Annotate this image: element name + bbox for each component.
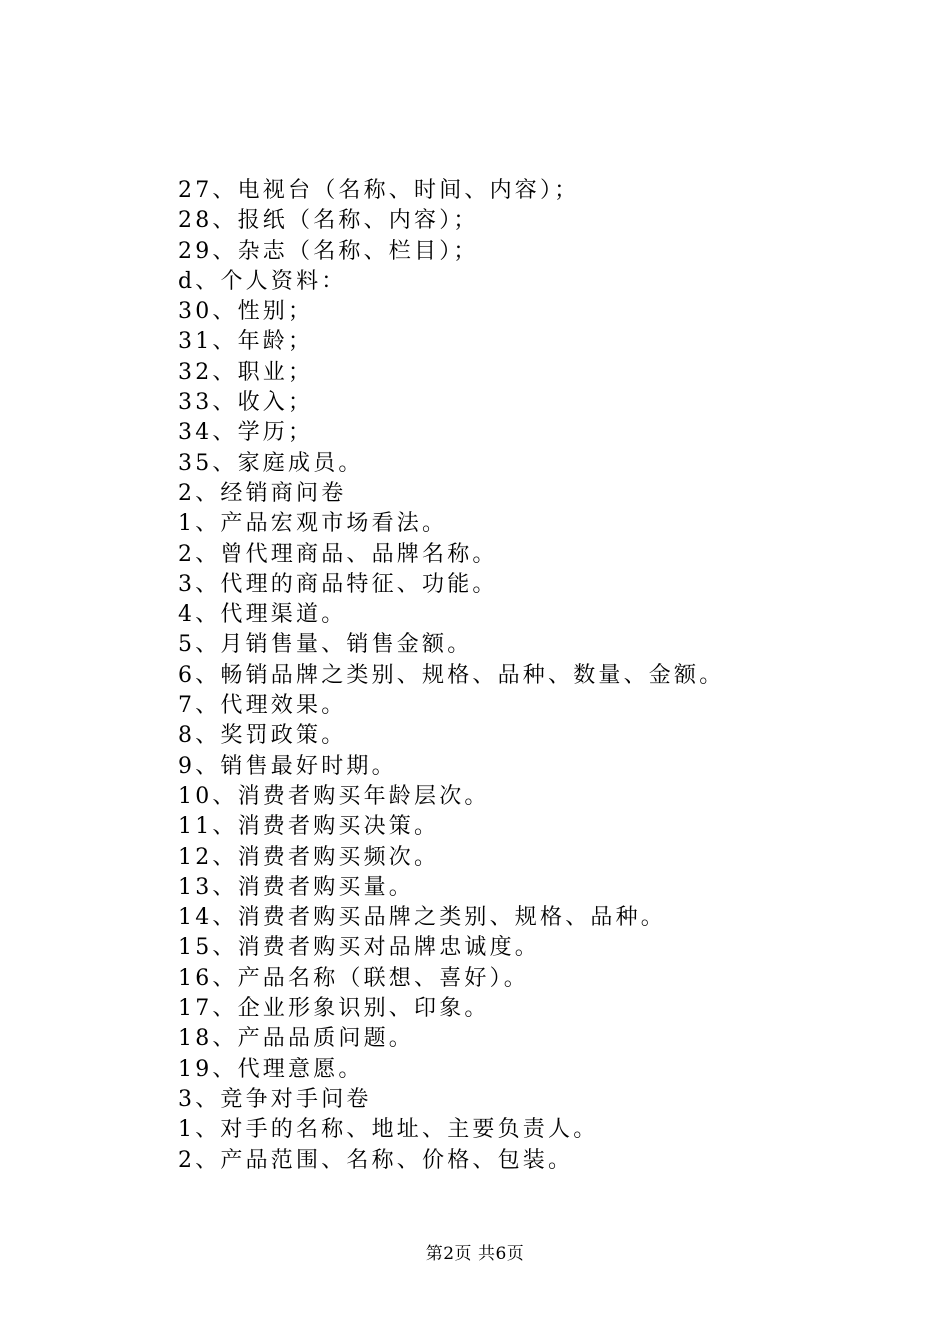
text-line: 31、年龄； xyxy=(178,329,314,355)
page-number-label: 第2页 共6页 xyxy=(425,1244,525,1264)
text-line: 19、代理意愿。 xyxy=(178,1056,364,1082)
text-line: 12、消费者购买频次。 xyxy=(178,844,440,870)
section-heading: 3、竞争对手问卷 xyxy=(178,1086,372,1112)
text-line: 10、消费者购买年龄层次。 xyxy=(178,783,490,809)
text-line: 8、奖罚政策。 xyxy=(178,723,347,749)
section-heading: d、个人资料： xyxy=(178,268,347,294)
text-line: 17、企业形象识别、印象。 xyxy=(178,996,490,1022)
text-line: 1、对手的名称、地址、主要负责人。 xyxy=(178,1117,599,1143)
section-heading: 2、经销商问卷 xyxy=(178,480,347,506)
page-footer xyxy=(0,1242,950,1266)
text-line: 3、代理的商品特征、功能。 xyxy=(178,571,498,597)
text-line: 6、畅销品牌之类别、规格、品种、数量、金额。 xyxy=(178,662,725,688)
text-line: 7、代理效果。 xyxy=(178,693,347,719)
text-line: 32、职业； xyxy=(178,359,314,385)
text-line: 1、产品宏观市场看法。 xyxy=(178,511,448,537)
text-line: 9、销售最好时期。 xyxy=(178,753,397,779)
text-line: 35、家庭成员。 xyxy=(178,450,364,476)
text-line: 5、月销售量、销售金额。 xyxy=(178,632,473,658)
text-line: 29、杂志（名称、栏目）； xyxy=(178,238,479,264)
text-line: 33、收入； xyxy=(178,390,314,416)
text-line: 16、产品名称（联想、喜好）。 xyxy=(178,965,529,991)
text-line: 4、代理渠道。 xyxy=(178,602,347,628)
text-line: 14、消费者购买品牌之类别、规格、品种。 xyxy=(178,905,666,931)
text-line: 13、消费者购买量。 xyxy=(178,874,414,900)
text-line: 30、性别； xyxy=(178,299,314,325)
text-line: 34、学历； xyxy=(178,420,314,446)
text-line: 15、消费者购买对品牌忠诚度。 xyxy=(178,935,540,961)
document-body xyxy=(178,176,878,1176)
text-line: 2、产品范围、名称、价格、包装。 xyxy=(178,1147,574,1173)
text-line: 11、消费者购买决策。 xyxy=(178,814,440,840)
text-line: 27、电视台（名称、时间、内容）； xyxy=(178,178,580,203)
text-line: 28、报纸（名称、内容）； xyxy=(178,208,479,234)
text-line: 18、产品品质问题。 xyxy=(178,1026,414,1052)
text-line: 2、曾代理商品、品牌名称。 xyxy=(178,541,498,567)
